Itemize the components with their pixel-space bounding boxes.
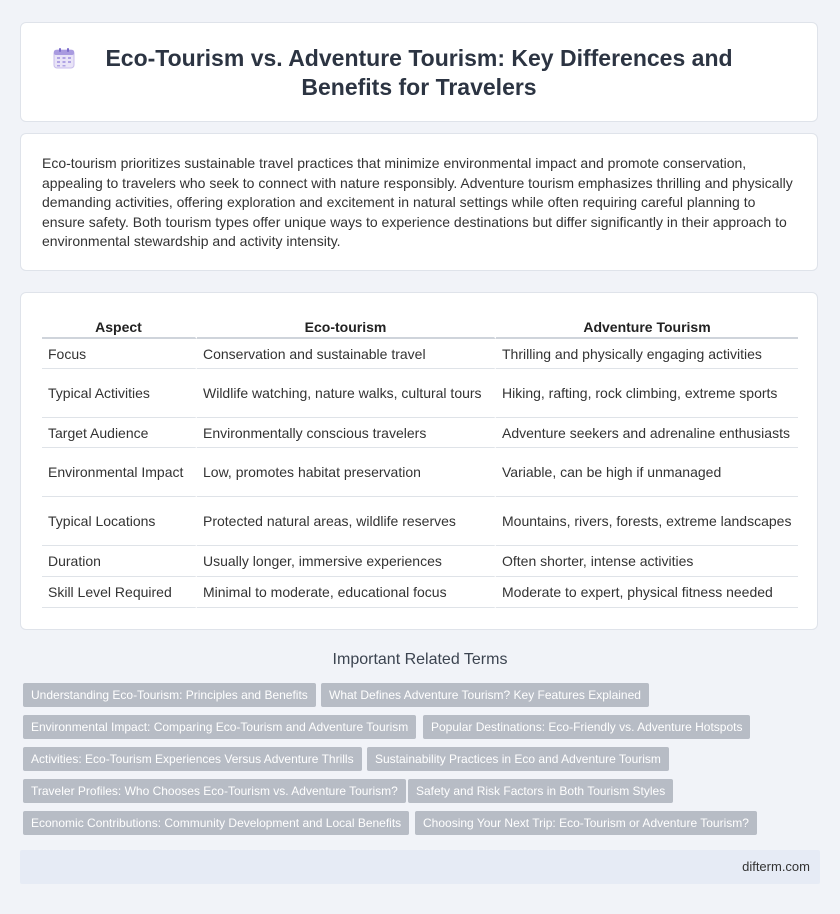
intro-card — [20, 133, 818, 271]
footer-site-link[interactable]: difterm.com — [742, 859, 810, 874]
page-title: Eco-Tourism vs. Adventure Tourism: Key Differences and Benefits for Travelers — [105, 45, 733, 100]
related-term-link[interactable]: Popular Destinations: Eco-Friendly vs. Adventure Hotspots — [423, 715, 750, 739]
header-card — [20, 22, 818, 122]
row-eco-value: Wildlife watching, nature walks, cultural tours — [197, 369, 496, 418]
row-eco-value: Usually longer, immersive experiences — [197, 546, 496, 577]
table-row — [42, 497, 798, 546]
row-aspect: Focus — [42, 339, 197, 369]
row-aspect: Typical Locations — [42, 497, 197, 546]
header-eco-tourism: Eco-tourism — [197, 317, 496, 339]
row-aspect: Target Audience — [42, 418, 197, 448]
footer-bar — [20, 850, 820, 884]
row-eco-value: Protected natural areas, wildlife reserves — [197, 497, 496, 546]
related-term-link[interactable]: Choosing Your Next Trip: Eco-Tourism or Adventure Tourism? — [415, 811, 757, 835]
row-adventure-value: Variable, can be high if unmanaged — [496, 448, 798, 497]
row-eco-value: Minimal to moderate, educational focus — [197, 577, 496, 608]
related-term-link[interactable]: Understanding Eco-Tourism: Principles and Benefits — [23, 683, 316, 707]
row-aspect: Typical Activities — [42, 369, 197, 418]
row-adventure-value: Mountains, rivers, forests, extreme landscapes — [496, 497, 798, 546]
row-eco-value: Conservation and sustainable travel — [197, 339, 496, 369]
table-row — [42, 418, 798, 448]
related-term-link[interactable]: Traveler Profiles: Who Chooses Eco-Tourism vs. Adventure Tourism? — [23, 779, 406, 803]
row-adventure-value: Adventure seekers and adrenaline enthusiasts — [496, 418, 798, 448]
row-adventure-value: Often shorter, intense activities — [496, 546, 798, 577]
related-term-link[interactable]: Environmental Impact: Comparing Eco-Tourism and Adventure Tourism — [23, 715, 416, 739]
row-adventure-value: Hiking, rafting, rock climbing, extreme sports — [496, 369, 798, 418]
row-aspect: Duration — [42, 546, 197, 577]
comparison-table — [42, 317, 798, 608]
table-row — [42, 577, 798, 608]
header-aspect: Aspect — [42, 317, 197, 339]
related-terms-title: Important Related Terms — [332, 651, 508, 668]
related-term-link[interactable]: Sustainability Practices in Eco and Adventure Tourism — [367, 747, 669, 771]
table-row — [42, 448, 798, 497]
table-header-row — [42, 317, 798, 339]
row-eco-value: Low, promotes habitat preservation — [197, 448, 496, 497]
table-row — [42, 339, 798, 369]
table-row — [42, 369, 798, 418]
row-aspect: Skill Level Required — [42, 577, 197, 608]
intro-paragraph: Eco-tourism prioritizes sustainable travel practices that minimize environmental impact and promote conservation, appealing to travelers who seek to connect with nature responsibly. Adventure tourism emphasizes thrilling and physically demanding activities, offering exploration and excitement in natural settings while often requiring careful planning to ensure safety. Both tourism types offer unique ways to experience destinations but differ significantly in their approach to environmental stewardship and activity intensity. — [42, 155, 793, 249]
related-term-link[interactable]: Activities: Eco-Tourism Experiences Versus Adventure Thrills — [23, 747, 362, 771]
related-term-link[interactable]: What Defines Adventure Tourism? Key Features Explained — [321, 683, 649, 707]
related-term-link[interactable]: Economic Contributions: Community Development and Local Benefits — [23, 811, 409, 835]
row-adventure-value: Moderate to expert, physical fitness needed — [496, 577, 798, 608]
related-term-link[interactable]: Safety and Risk Factors in Both Tourism Styles — [408, 779, 673, 803]
table-row — [42, 546, 798, 577]
header-adventure-tourism: Adventure Tourism — [496, 317, 798, 339]
comparison-table-card — [20, 292, 818, 630]
row-adventure-value: Thrilling and physically engaging activities — [496, 339, 798, 369]
row-aspect: Environmental Impact — [42, 448, 197, 497]
row-eco-value: Environmentally conscious travelers — [197, 418, 496, 448]
